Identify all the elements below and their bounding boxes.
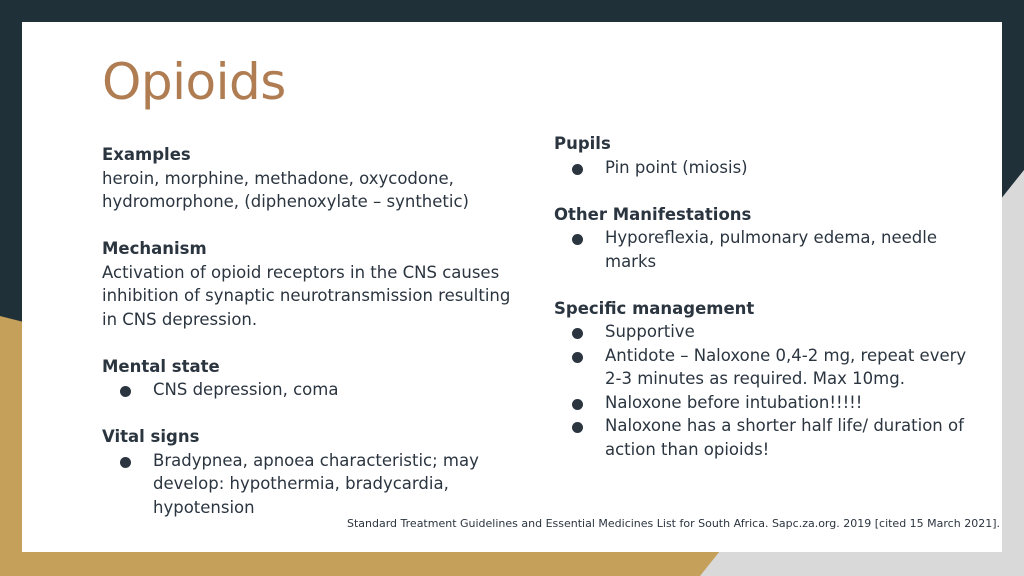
bullet-dot-icon (572, 422, 583, 433)
section-text: Activation of opioid receptors in the CNS causes inhibition of synaptic neurotransmission resulting in CNS depression. (102, 262, 511, 329)
bullet-dot-icon (572, 234, 583, 245)
bullet-dot-icon (120, 386, 131, 397)
list-item: Bradypnea, apnoea characteristic; may develop: hypothermia, bradycardia, hypotension (102, 449, 522, 520)
list-item: Antidote – Naloxone 0,4-2 mg, repeat every 2-3 minutes as required. Max 10mg. (554, 344, 974, 391)
section-other-manifestations (554, 203, 974, 274)
section-heading: Mental state (102, 356, 220, 376)
bullet-dot-icon (120, 457, 131, 468)
list-item: Hyporeflexia, pulmonary edema, needle marks (554, 226, 974, 273)
bullet-dot-icon (572, 164, 583, 175)
list-item: CNS depression, coma (102, 378, 522, 402)
bullet-list (102, 378, 522, 402)
bullet-list (554, 156, 974, 180)
slide-title: Opioids (102, 53, 286, 111)
section-mental-state (102, 355, 522, 402)
slide (22, 22, 1002, 552)
section-pupils (554, 132, 974, 179)
section-specific-management (554, 297, 974, 462)
citation: Standard Treatment Guidelines and Essential Medicines List for South Africa. Sapc.za.org. 2019 [cited 15 March 2021]. (347, 517, 1000, 530)
section-mechanism (102, 237, 522, 331)
section-heading: Other Manifestations (554, 204, 752, 224)
section-heading: Pupils (554, 134, 611, 153)
list-item: Naloxone has a shorter half life/ duration of action than opioids! (554, 414, 974, 461)
bullet-dot-icon (572, 399, 583, 410)
section-vital-signs (102, 425, 522, 519)
bullet-dot-icon (572, 328, 583, 339)
right-column (554, 132, 974, 485)
list-item: Supportive (554, 320, 974, 344)
left-column (102, 143, 522, 543)
bullet-dot-icon (572, 352, 583, 363)
section-heading: Specific management (554, 298, 755, 318)
bullet-list (102, 449, 522, 520)
section-heading: Examples (102, 145, 191, 164)
list-item: Pin point (miosis) (554, 156, 974, 180)
list-item: Naloxone before intubation!!!!! (554, 391, 974, 415)
section-heading: Vital signs (102, 427, 200, 446)
section-text: heroin, morphine, methadone, oxycodone, hydromorphone, (diphenoxylate – synthetic) (102, 168, 469, 211)
bullet-list (554, 226, 974, 273)
section-examples (102, 143, 522, 214)
bullet-list (554, 320, 974, 461)
section-heading: Mechanism (102, 239, 207, 258)
